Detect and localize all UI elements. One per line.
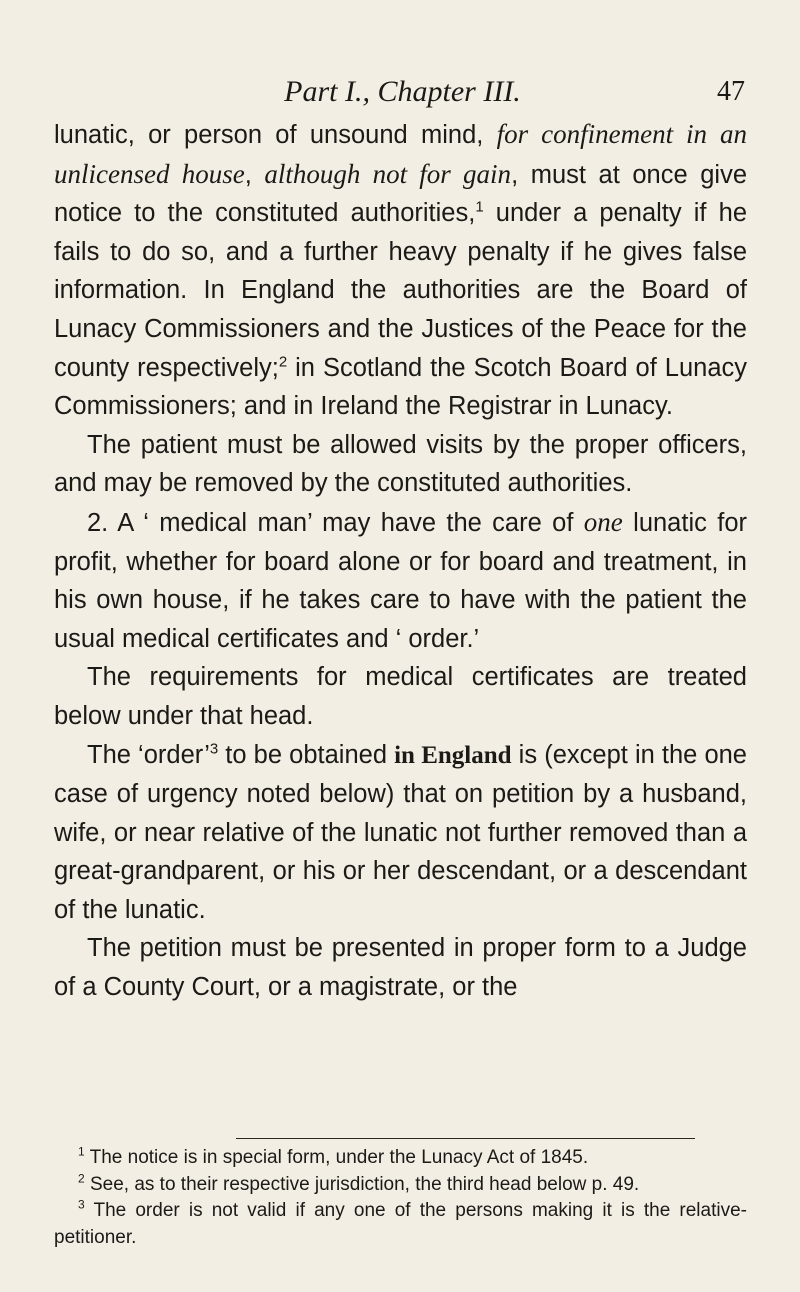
footnote-text: The notice is in special form, under the Lunacy Act of 1845. (84, 1147, 589, 1168)
footnote-1 (54, 1145, 747, 1172)
paragraph-5 (54, 736, 747, 930)
footnote-ref-3: 3 (209, 740, 219, 757)
footnote-rule (236, 1138, 695, 1139)
footnote-3 (54, 1198, 747, 1251)
footnote-ref-1: 1 (475, 198, 484, 216)
paragraph-6: The petition must be presented in proper form to a Judge of a County Court, or a magistrate, or the (54, 934, 747, 1002)
italic-phrase: one (583, 506, 623, 537)
footnote-text: See, as to their respective jurisdiction, the third head below p. 49. (84, 1173, 640, 1195)
text-span: lunatic for profit, whether for board alone or for board and treatment, in his own house, if he takes care to have with the patient the usual medical certificates and ‘ order.’ (54, 508, 747, 653)
footnote-text: The order is not valid if any one of the persons making it is the relative-petitioner. (54, 1200, 747, 1248)
text-span: lunatic, or person of unsound mind, (54, 121, 497, 149)
footnote-2 (54, 1172, 747, 1199)
text-span: , must at once give notice to the constituted authorities, (54, 160, 748, 228)
italic-phrase: although not for gain (264, 158, 512, 189)
bold-phrase: in England (394, 741, 512, 769)
paragraph-1 (54, 115, 747, 426)
italic-phrase: for confinement in an unlicensed house (54, 119, 747, 189)
running-head (60, 72, 745, 112)
running-head-title: Part I., Chapter III. (284, 75, 521, 108)
text-span: 2. A ‘ medical man’ may have the care of (87, 508, 584, 537)
text-span: The ‘order’ (87, 740, 210, 769)
footnote-ref-2: 2 (278, 353, 288, 371)
footnotes (54, 1145, 747, 1251)
text-span: to be obtained (218, 740, 395, 769)
body-text (54, 115, 747, 1007)
footnote-marker: 3 (78, 1197, 85, 1212)
footnote-marker: 1 (78, 1144, 85, 1159)
page-number: 47 (717, 76, 745, 107)
text-span: , (244, 160, 265, 189)
paragraph-2: The patient must be allowed visits by the proper officers, and may be removed by the constituted authorities. (54, 430, 747, 498)
footnote-marker: 2 (78, 1171, 85, 1186)
text-span: under a penalty if he fails to do so, and a further heavy penalty if he gives false information. In England the authorities are the Board of Lunacy Commissioners and the Justices of the Peace for the county respectively; (54, 199, 747, 382)
paragraph-3 (54, 503, 747, 658)
paragraph-4: The requirements for medical certificates are treated below under that head. (54, 663, 747, 730)
text-span: in Scotland the Scotch Board of Lunacy Commissioners; and in Ireland the Registrar in Lunacy. (54, 353, 747, 421)
text-span: is (except in the one case of urgency noted below) that on petition by a husband, wife, or near relative of the lunatic not further removed than a great-grandparent, or his or her descendant, or a descendant of the lunatic. (54, 740, 747, 924)
